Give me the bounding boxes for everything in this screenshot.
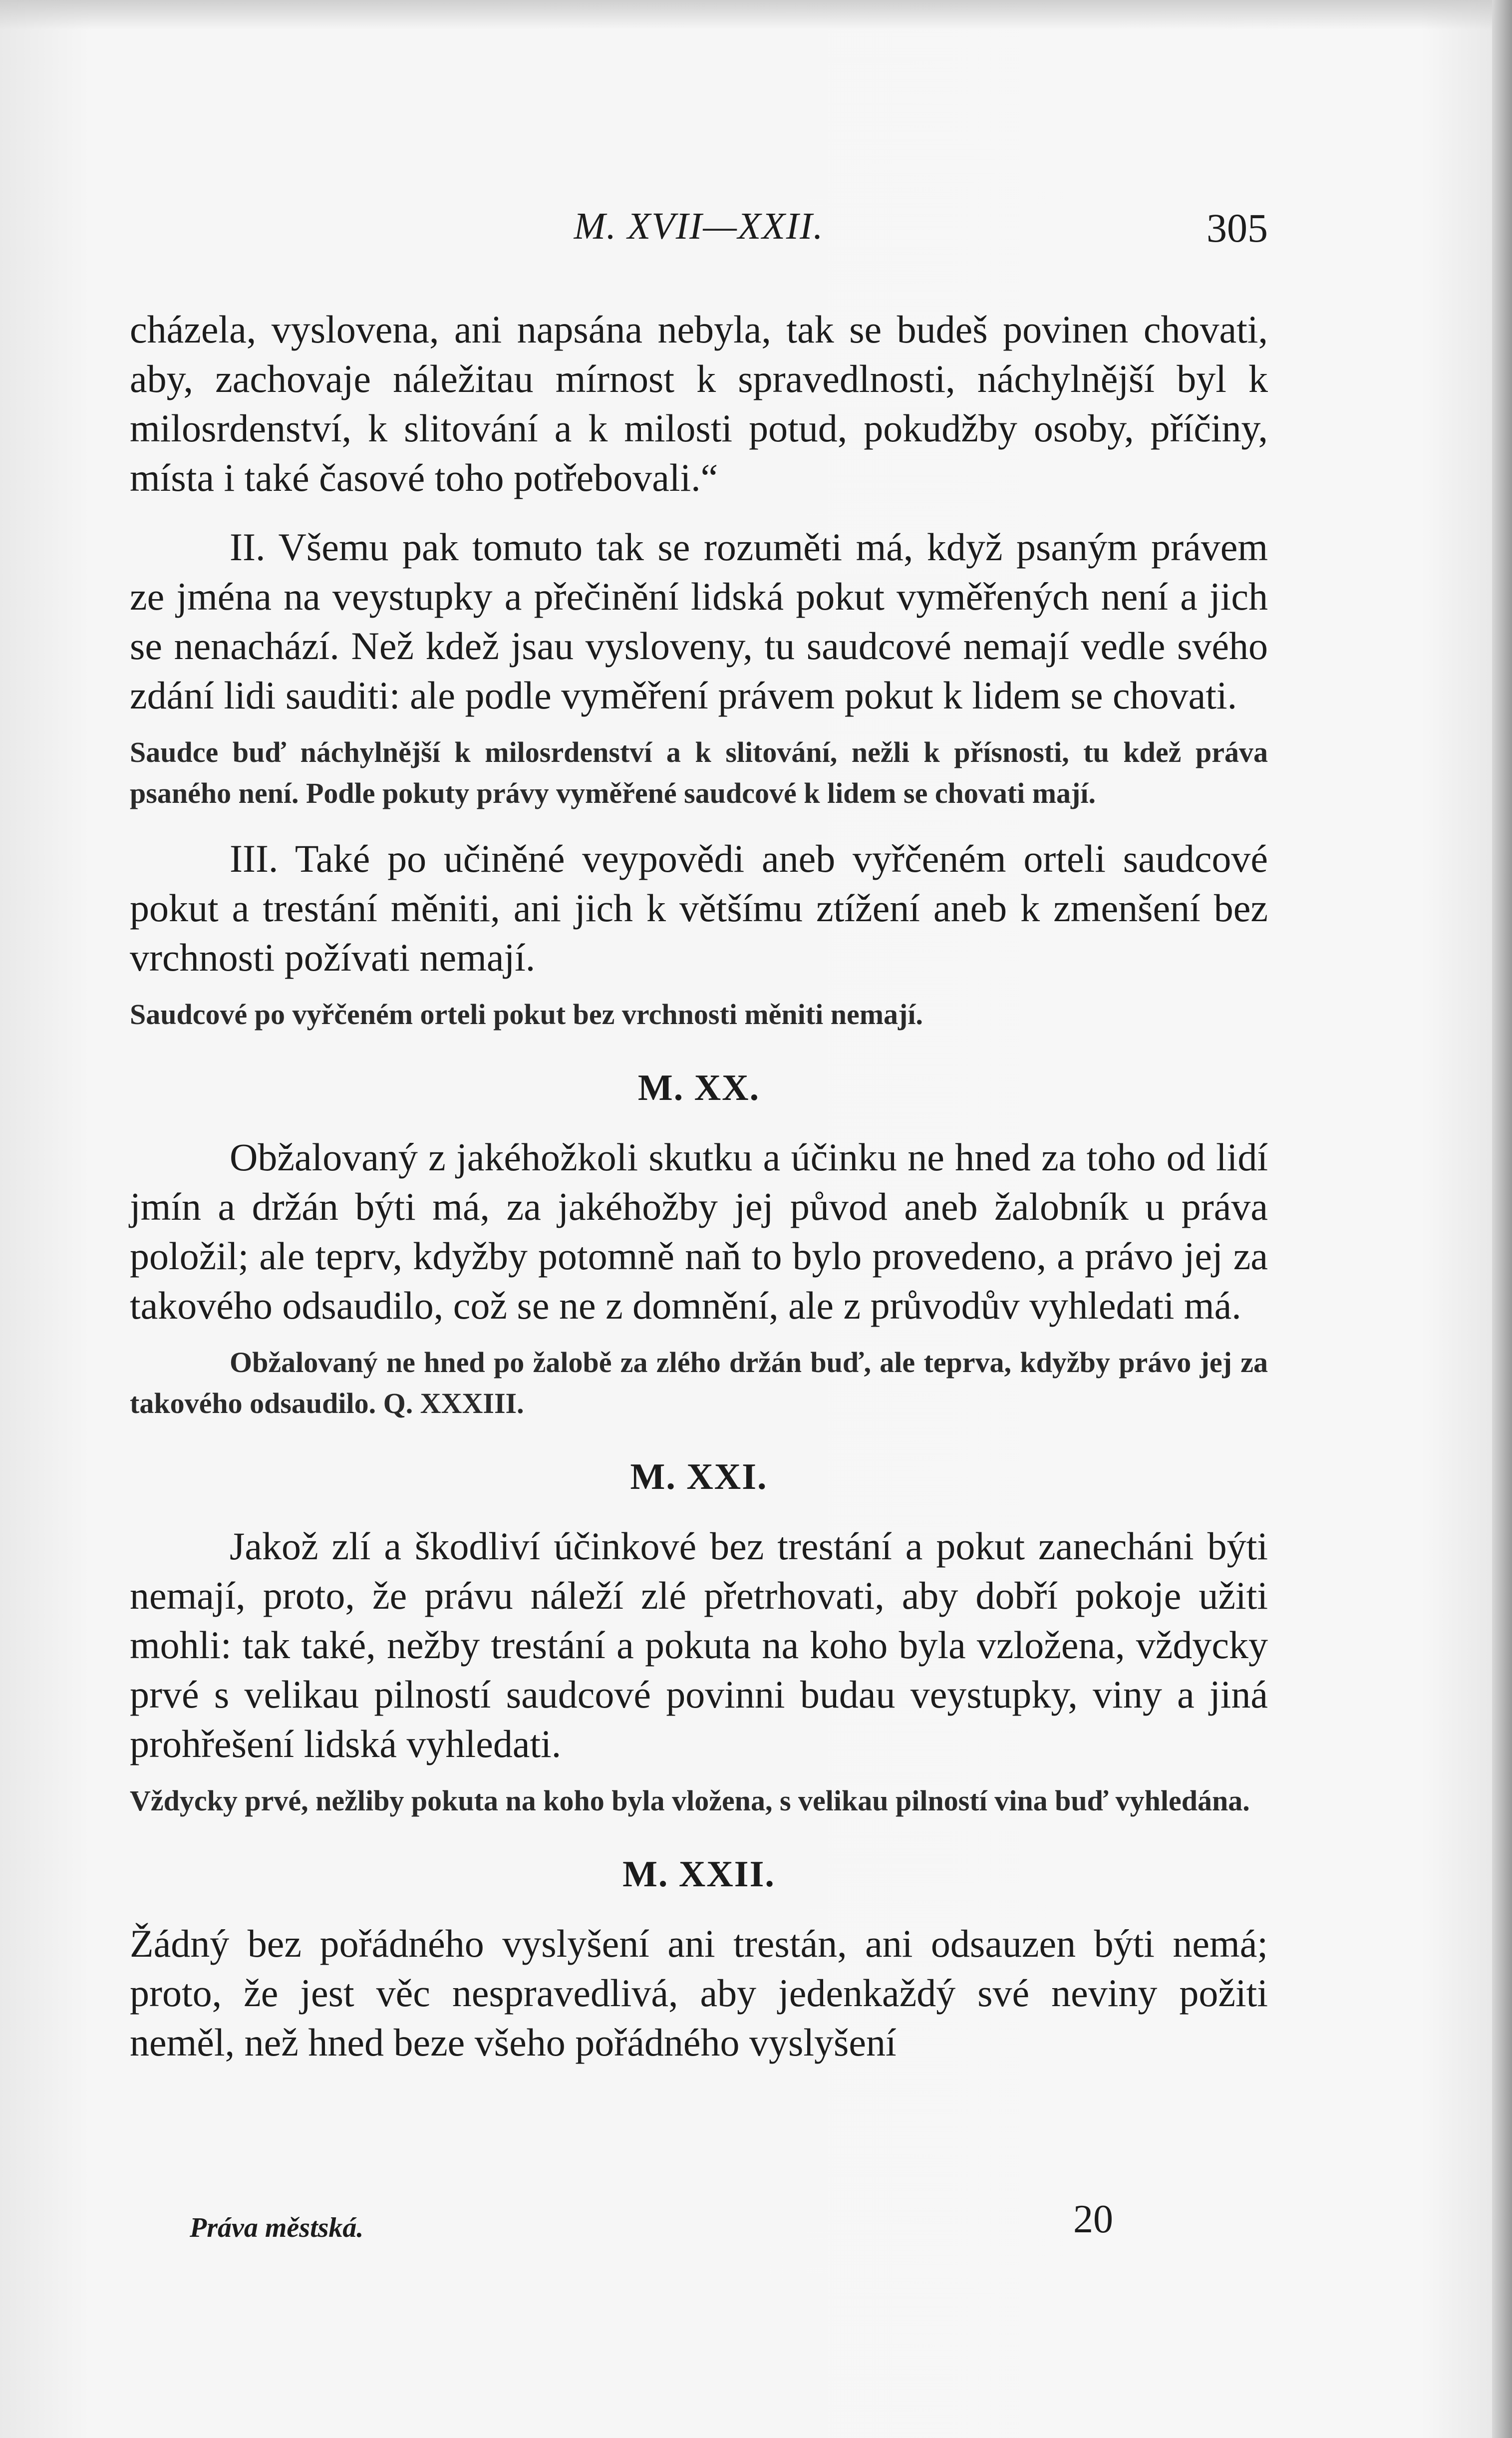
page-header bbox=[130, 205, 1268, 255]
running-title: M. XVII—XXII. bbox=[574, 205, 824, 247]
gloss-iii: Saudcové po vyřčeném orteli pokut bez vrchnosti měniti nemají. bbox=[130, 998, 923, 1031]
signature-mark: Práva městská. bbox=[190, 2212, 364, 2243]
gloss-xx: Obžalovaný ne hned po žalobě za zlého držán buď, ale teprva, kdyžby právo jej za takového odsaudilo. Q. XXXIII. bbox=[130, 1346, 1268, 1419]
paragraph-iii: III. Také po učiněné veypovědi aneb vyřčeném orteli saudcové pokut a trestání měniti, ani jich k většímu ztížení aneb k zmenšení bez vrchnosti požívati nemají. bbox=[130, 837, 1268, 979]
page-content bbox=[130, 305, 1268, 2067]
page-number: 305 bbox=[1207, 205, 1268, 251]
gloss-xxi: Vždycky prvé, nežliby pokuta na koho byla vložena, s velikau pilností vina buď vyhledána. bbox=[130, 1784, 1250, 1817]
gloss-ii: Saudce buď náchylnější k milosrdenství a k slitování, nežli k přísnosti, tu kdež práva psaného není. Podle pokuty právy vyměřené saudcové k lidem se chovati mají. bbox=[130, 736, 1268, 809]
paragraph-xxii: Žádný bez pořádného vyslyšení ani trestán, ani odsauzen býti nemá; proto, že jest věc nespravedlivá, aby jedenkaždý své neviny požiti neměl, než hned beze všeho pořádného vyslyšení bbox=[130, 1922, 1268, 2064]
paragraph-continuation: cházela, vyslovena, ani napsána nebyla, tak se budeš povinen chovati, aby, zachovaje náležitau mírnost k spravedlnosti, náchylnější byl k milosrdenství, k slitování a k milosti potud, pokudžby osoby, příčiny, místa i také časové toho potřebovali.“ bbox=[130, 308, 1268, 499]
page-top-shadow bbox=[0, 0, 1512, 30]
section-heading-xxii: M. XXII. bbox=[622, 1854, 775, 1895]
paragraph-xxi: Jakož zlí a škodliví účinkové bez trestání a pokut zanecháni býti nemají, proto, že právu náleží zlé přetrhovati, aby dobří pokoje užiti mohli: tak také, nežby trestání a pokuta na koho byla vzložena, vždycky prvé s velikau pilností saudcové povinni budau veystupky, viny a jiná prohřešení lidská vyhledati. bbox=[130, 1524, 1268, 1765]
sheet-number: 20 bbox=[1073, 2197, 1113, 2241]
paragraph-xx: Obžalovaný z jakéhožkoli skutku a účinku ne hned za toho od lidí jmín a držán býti má, za jakéhožby jej původ aneb žalobník u práva položil; ale teprv, kdyžby potomně naň to bylo provedeno, a právo jej za takového odsaudilo, což se ne z domnění, ale z průvodův vyhledati má. bbox=[130, 1135, 1268, 1327]
section-heading-xx: M. XX. bbox=[637, 1067, 760, 1108]
section-heading-xxi: M. XXI. bbox=[630, 1456, 768, 1497]
page-right-edge bbox=[1492, 0, 1512, 2438]
paragraph-ii: II. Všemu pak tomuto tak se rozuměti má, když psaným právem ze jména na veystupky a přečinění lidská pokut vyměřených není a jich se nenachází. Než kdež jsau vysloveny, tu saudcové nemají vedle svého zdání lidi sauditi: ale podle vyměření právem pokut k lidem se chovati. bbox=[130, 525, 1268, 717]
page-footer bbox=[190, 2197, 1268, 2252]
